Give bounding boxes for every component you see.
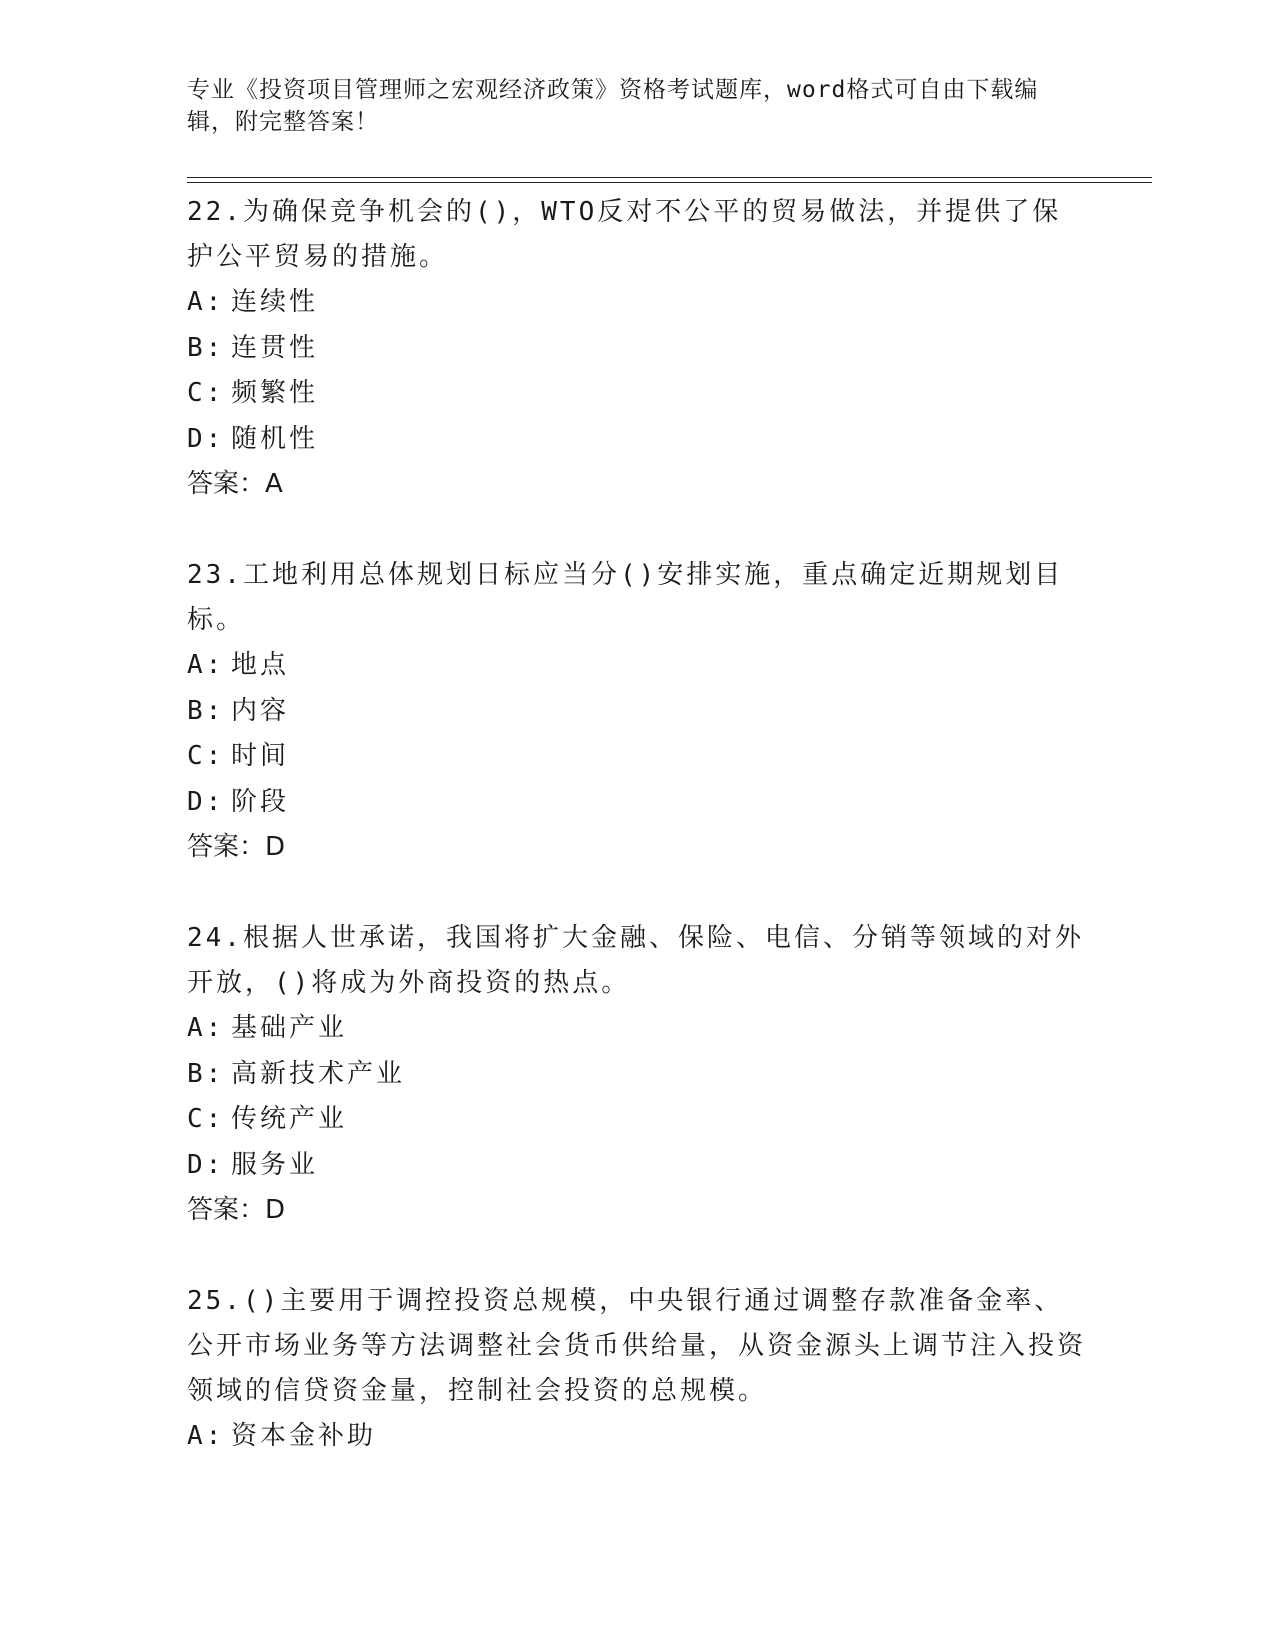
option-letter: B: bbox=[187, 1058, 225, 1089]
question-text: 25.()主要用于调控投资总规模，中央银行通过调整存款准备金率、公开市场业务等方法调整社会货币供给量，从资金源头上调节注入投资领域的信贷资金量，控制社会投资的总规模。 bbox=[187, 1286, 1087, 1406]
question-text: 24.根据人世承诺，我国将扩大金融、保险、电信、分销等领域的对外开放，()将成为外商投资的热点。 bbox=[187, 923, 1084, 998]
header-divider-bottom bbox=[187, 182, 1152, 183]
option-a bbox=[187, 1006, 1087, 1052]
option-text: 阶段 bbox=[231, 786, 290, 817]
option-c bbox=[187, 734, 1087, 780]
option-text: 地点 bbox=[231, 650, 290, 680]
option-b bbox=[187, 689, 1087, 735]
document-header: 专业《投资项目管理师之宏观经济政策》资格考试题库，word格式可自由下载编辑，附完整答案！ bbox=[187, 77, 1039, 135]
option-letter: D: bbox=[187, 423, 225, 454]
option-c bbox=[187, 1097, 1087, 1143]
question-list bbox=[187, 190, 1087, 1506]
option-text: 服务业 bbox=[231, 1149, 319, 1180]
option-letter: C: bbox=[187, 378, 225, 408]
option-a bbox=[187, 280, 1087, 326]
option-text: 时间 bbox=[231, 741, 290, 771]
header-divider-top bbox=[187, 177, 1152, 178]
option-letter: C: bbox=[187, 741, 225, 771]
option-letter: A: bbox=[187, 287, 225, 317]
option-text: 高新技术产业 bbox=[231, 1058, 406, 1089]
option-text: 内容 bbox=[231, 695, 290, 726]
option-c bbox=[187, 371, 1087, 417]
option-text: 频繁性 bbox=[231, 378, 319, 408]
answer-line: 答案：D bbox=[187, 1195, 286, 1225]
answer-line: 答案：A bbox=[187, 469, 283, 499]
option-b bbox=[187, 1052, 1087, 1098]
option-text: 基础产业 bbox=[231, 1013, 348, 1043]
option-text: 传统产业 bbox=[231, 1104, 348, 1134]
option-a bbox=[187, 1414, 1087, 1460]
option-letter: D: bbox=[187, 1149, 225, 1180]
question-23 bbox=[187, 553, 1087, 870]
option-text: 资本金补助 bbox=[231, 1421, 377, 1451]
question-22 bbox=[187, 190, 1087, 507]
option-letter: B: bbox=[187, 332, 225, 363]
question-24 bbox=[187, 916, 1087, 1233]
option-d bbox=[187, 417, 1087, 463]
question-text: 22.为确保竞争机会的()，WTO反对不公平的贸易做法，并提供了保护公平贸易的措施。 bbox=[187, 197, 1062, 272]
option-text: 随机性 bbox=[231, 423, 319, 454]
option-text: 连续性 bbox=[231, 287, 319, 317]
option-text: 连贯性 bbox=[231, 332, 319, 363]
option-letter: B: bbox=[187, 695, 225, 726]
option-a bbox=[187, 643, 1087, 689]
question-text: 23.工地利用总体规划日标应当分()安排实施，重点确定近期规划目标。 bbox=[187, 560, 1064, 635]
option-letter: C: bbox=[187, 1104, 225, 1134]
option-letter: D: bbox=[187, 786, 225, 817]
answer-line: 答案：D bbox=[187, 832, 286, 862]
option-b bbox=[187, 326, 1087, 372]
option-d bbox=[187, 1143, 1087, 1189]
option-letter: A: bbox=[187, 1421, 225, 1451]
option-d bbox=[187, 780, 1087, 826]
option-letter: A: bbox=[187, 650, 225, 680]
question-25 bbox=[187, 1279, 1087, 1460]
option-letter: A: bbox=[187, 1013, 225, 1043]
